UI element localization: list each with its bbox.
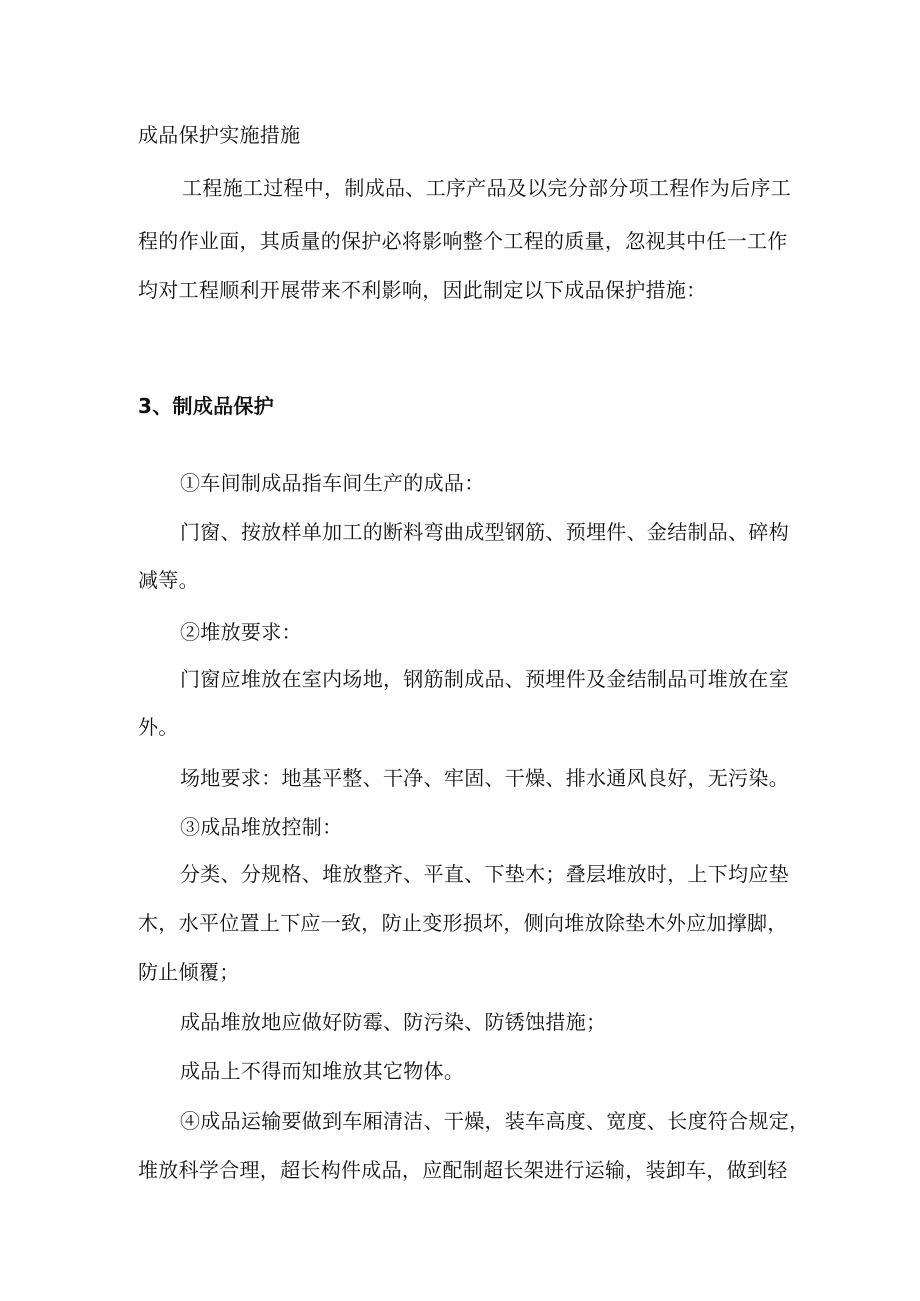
body-line-1: ①车间制成品指车间生产的成品： [180, 471, 485, 495]
body-line-4: ②堆放要求： [180, 620, 302, 644]
body-line-6: 外。 [138, 715, 179, 739]
body-line-14: ④成品运输要做到车厢清洁、干燥，装车高度、宽度、长度符合规定， [180, 1109, 810, 1133]
body-line-2: 门窗、按放样单加工的断料弯曲成型钢筋、预埋件、金结制品、碎构 [180, 520, 789, 544]
body-line-15: 堆放科学合理，超长构件成品，应配制超长架进行运输，装卸车，做到轻 [138, 1158, 788, 1182]
body-line-12: 成品堆放地应做好防霉、防污染、防锈蚀措施； [180, 1010, 607, 1034]
intro-line-3: 均对工程顺利开展带来不利影响，因此制定以下成品保护措施： [138, 278, 707, 302]
body-line-7: 场地要求：地基平整、干净、牢固、干燥、排水通风良好，无污染。 [180, 766, 789, 790]
doc-title: 成品保护实施措施 [138, 123, 301, 147]
body-line-10: 木，水平位置上下应一致，防止变形损坏，侧向堆放除垫木外应加撑脚， [138, 911, 788, 935]
body-line-11: 防止倾覆； [138, 960, 240, 984]
body-line-9: 分类、分规格、堆放整齐、平直、下垫木；叠层堆放时，上下均应垫 [180, 862, 789, 886]
body-line-3: 减等。 [138, 568, 199, 592]
intro-line-2: 程的作业面，其质量的保护必将影响整个工程的质量，忽视其中任一工作 [138, 229, 788, 253]
body-line-5: 门窗应堆放在室内场地，钢筋制成品、预埋件及金结制品可堆放在室 [180, 667, 789, 691]
intro-line-1: 工程施工过程中，制成品、工序产品及以完分部分项工程作为后序工 [182, 176, 791, 200]
body-line-13: 成品上不得而知堆放其它物体。 [180, 1059, 465, 1083]
section-heading: 3、制成品保护 [138, 394, 275, 418]
body-line-8: ③成品堆放控制： [180, 815, 343, 839]
